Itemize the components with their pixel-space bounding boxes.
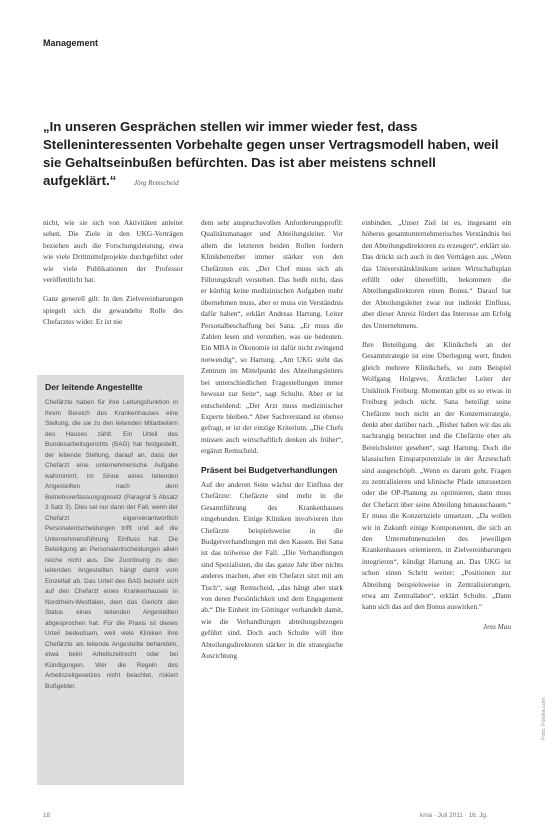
- paragraph: Ganz generell gilt: In den Zielvereinbarungen spiegelt sich die gewandelte Rolle des Chefarztes wider. Er ist nie: [43, 294, 183, 327]
- author-signature: Jens Mau: [482, 621, 511, 631]
- article-column-3: [362, 217, 511, 640]
- section-label: Management: [43, 38, 99, 48]
- subheading: Präsent bei Budgetverhandlungen: [201, 464, 338, 475]
- paragraph: nicht, wie sie sich von Aktivitäten anleitet sehen. Die Ziele in den UKG-Verträgen beziehen auch die Forschungsleistung, etwa wie viele Drittmittelprojekte durchgeführt oder wie viele Publikationen der Professor veröffentlicht hat.: [43, 218, 183, 285]
- pull-quote-text: „In unseren Gesprächen stellen wir immer wieder fest, dass Stelleninteressenten Vorbehalte gegen unser Vertragsmodell haben, weil sie Gehaltseinbußen befürchten. Das ist aber meistens schnell aufgeklärt.“: [43, 119, 499, 188]
- info-box: [37, 375, 184, 785]
- paragraph: dem sehr anspruchsvollen Anforderungsprofil: Qualitätsmanager und Abteilungsleiter. Vor allem die letzteren beiden Rollen fordern Klinikbetreiber immer stärker von den Chefärzten ein. „Der Chef muss sich als Führungskraft verstehen. Das heißt nicht, dass er künftig keine medizinischen Aufgaben mehr übernehmen muss, aber er muss ein Verständnis dafür haben“, erklärt Andreas Hartung, Leiter Personalbeschaffung bei Sana. „Er muss die Zahlen lesen und verstehen, was sie bedeuten. Ein MBA in Ökonomie ist dafür nicht zwingend notwendig“, so Hartung. „Am UKG steht das Zentrum im Mittelpunkt des Abteilungsleiters bei unterschiedlichen Fragestellungen immer bewusst zur Seite“, sagt Schulte. Aber er ist entscheidend: „Der Arzt muss medizinischer Experte bleiben.“ Aber Sachverstand ist ebenso gefragt, er ist der einzige Kriterium. „Die Chefs müssen auch wirtschaftlich denken als früher“, ergänzt Remscheid.: [201, 218, 343, 456]
- page-number: 18: [43, 812, 51, 819]
- article-column-1: [43, 217, 183, 336]
- pull-quote-author: Jörg Remscheid: [133, 179, 179, 187]
- paragraph: einbinden. „Unser Ziel ist es, insgesamt ein höheres gesamtunternehmerisches Verständnis bei den Abteilungsdirektoren zu erzeugen“, erklärt sie. Das drückt sich auch in den Verträgen aus. „Wenn das Universitätsklinikum seinen Wirtschaftsplan erfüllt oder übererfüllt, bekommen die Abteilungsdirektoren einen Bonus.“ Darauf hat der Abteilungsleiter zwar nur indirekt Einfluss, aber dieser Anreiz fördert das Interesse am Erfolg des Unternehmens.: [362, 218, 511, 330]
- info-box-title: Der leitende Angestellte: [45, 382, 143, 392]
- pull-quote: [43, 118, 511, 192]
- journal-footer: kma · Juli 2011 · 16. Jg.: [420, 812, 488, 819]
- paragraph: Ihre Beteiligung der Klinikchefs an der Gesamtstrategie ist eine Überlegung wert, finden gleich mehrere Klinikchefs, so zum Beispiel Wolfgang Holgreve, Ärztlicher Leiter der Uniklinik Freiburg. Momentan gibt es so etwas in Freiburg jedoch nicht. Sana beteiligt seine Chefärzte noch nicht an der Konzernstrategie, denkt aber darüber nach. „Bisher haben wir das als nachrangig betrachtet und die Chefärzte eher als Bereichsleiter gesehen“, sagt Hartung. Doch die klassischen Einsparpotenziale in der Ärzteschaft sind ausgeschöpft. „Wenn es darum geht, Fragen zu zentralisieren und klinische Pfade umzusetzen oder die OP-Planung zu optimieren, dann muss der Chefarzt über seine Abteilung hinausschauen.“ Er muss die Konzernziele umsetzen. „Da wollen wir in Zukunft einige Komponenten, die sich an den Unternehmenszielen des jeweiligen Krankenhauses orientieren, in Zielvereinbarungen integrieren“, kündigt Hartung an. Das UKG ist schon einen Schritt weiter: „Positionen zur Abteilung beispielsweise in Zentralisierungen, etwa am Zentrallabor“, erklärt Schulte. „Dann kann sich das auf den Bonus auswirken.“: [362, 340, 511, 612]
- info-box-body: Chefärzte haben für ihre Leitungsfunktion in ihrem Bereich des Krankenhauses eine Stellung, die sie zu den leitenden Mitarbeitern des Hauses zählt. Ein Urteil des Bundesarbeitsgerichts (BAG) hat festgestellt, der leitende Stellung, darauf an, dass der Chefarzt eine unternehmerische Aufgabe wahrnimmt, im Sinne eines leitenden Angestellten nach dem Betriebsverfassungsgesetz (Paragraf 5 Absatz 3 Satz 3). Dies sei nur dann der Fall, wenn der Chefarzt eigenverantwortlich Personalentscheidungen trifft und auf die Unternehmensführung Einfluss hat. Die Beteiligung an Personalentscheidungen allein reiche nicht aus. Die Zuordnung zu den leitenden Angestellten hängt damit vom Einzelfall ab. Das Urteil des BAG bezieht sich auf den Chefarzt eines Krankenhauses in Nordrhein-Westfalen, dem das Gericht den Status eines leitenden Angestellten abgesprochen hat. Für die Praxis ist dieses Urteil bedeutsam, weil viele Kliniken ihre Chefärzte als leitende Angestellte behandeln, etwa beim Arbeitszeitrecht oder bei Kündigungen. Wer die Regeln des Arbeitszeitgesetzes nicht beachtet, riskiert Bußgelder.: [45, 399, 178, 690]
- photo-credit: Foto: Fotolia.com: [541, 697, 547, 740]
- article-column-2: [201, 217, 343, 669]
- paragraph: Auf der anderen Seite wächst der Einfluss der Chefärzte: Chefärzte sind mehr in die Gesamtführung des Krankenhauses eingebunden. Einige Kliniken involvieren ihre Chefärzte beispielsweise in die Budgetverhandlungen mit den Kassen. Bei Sana ist das teilweise der Fall. „Die Verhandlungen sind Spezialisten, die das ganze Jahr über nichts anderes machen, aber ein Chefarzt sitzt mit am Tisch“, sagt Remscheid, „das hängt aber stark von deren Persönlichkeit und dem Engagement ab.“ Die Einheit im Göttinger verhandelt damit, wie die Verhandlungen abteilungsbezogen geführt sind. Doch auch Schulte will ihre Abteilungsdirektoren stärker in die strategische Ausrichtung: [201, 479, 343, 661]
